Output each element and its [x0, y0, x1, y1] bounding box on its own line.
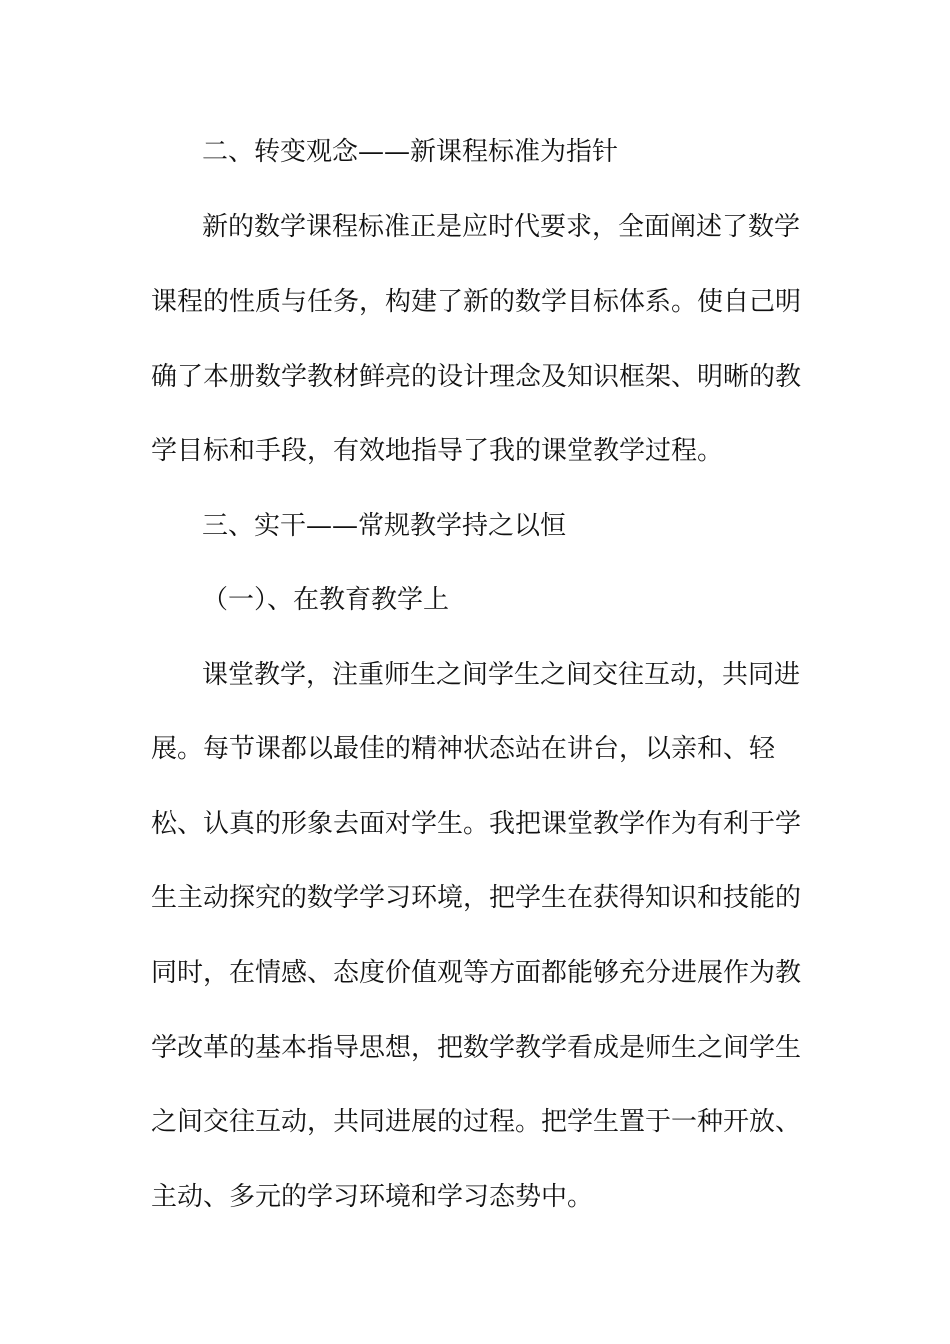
paragraph-line: 同时，在情感、态度价值观等方面都能够充分进展作为教 [151, 958, 802, 988]
subsection-heading: （一）、在教育教学上 [202, 585, 450, 615]
paragraph-line: 主动、多元的学习环境和学习态势中。 [151, 1182, 594, 1212]
paragraph-line: 学目标和手段，有效地指导了我的课堂教学过程。 [151, 436, 724, 466]
paragraph-line: 课堂教学，注重师生之间学生之间交往互动，共同进 [202, 660, 801, 690]
paragraph-line: 确了本册数学教材鲜亮的设计理念及知识框架、明晰的教 [151, 362, 802, 392]
paragraph-line: 新的数学课程标准正是应时代要求，全面阐述了数学 [202, 212, 801, 242]
paragraph-line: 松、认真的形象去面对学生。我把课堂教学作为有利于学 [151, 809, 802, 839]
paragraph-line: 展。每节课都以最佳的精神状态站在讲台，以亲和、轻 [151, 734, 776, 764]
paragraph-line: 课程的性质与任务，构建了新的数学目标体系。使自己明 [151, 287, 802, 317]
paragraph-line: 之间交往互动，共同进展的过程。把学生置于一种开放、 [151, 1107, 802, 1137]
paragraph-line: 生主动探究的数学学习环境，把学生在获得知识和技能的 [151, 883, 802, 913]
section-heading-3: 三、实干——常规教学持之以恒 [202, 511, 567, 541]
section-heading-2: 二、转变观念——新课程标准为指针 [202, 137, 619, 167]
paragraph-line: 学改革的基本指导思想，把数学教学看成是师生之间学生 [151, 1033, 802, 1063]
